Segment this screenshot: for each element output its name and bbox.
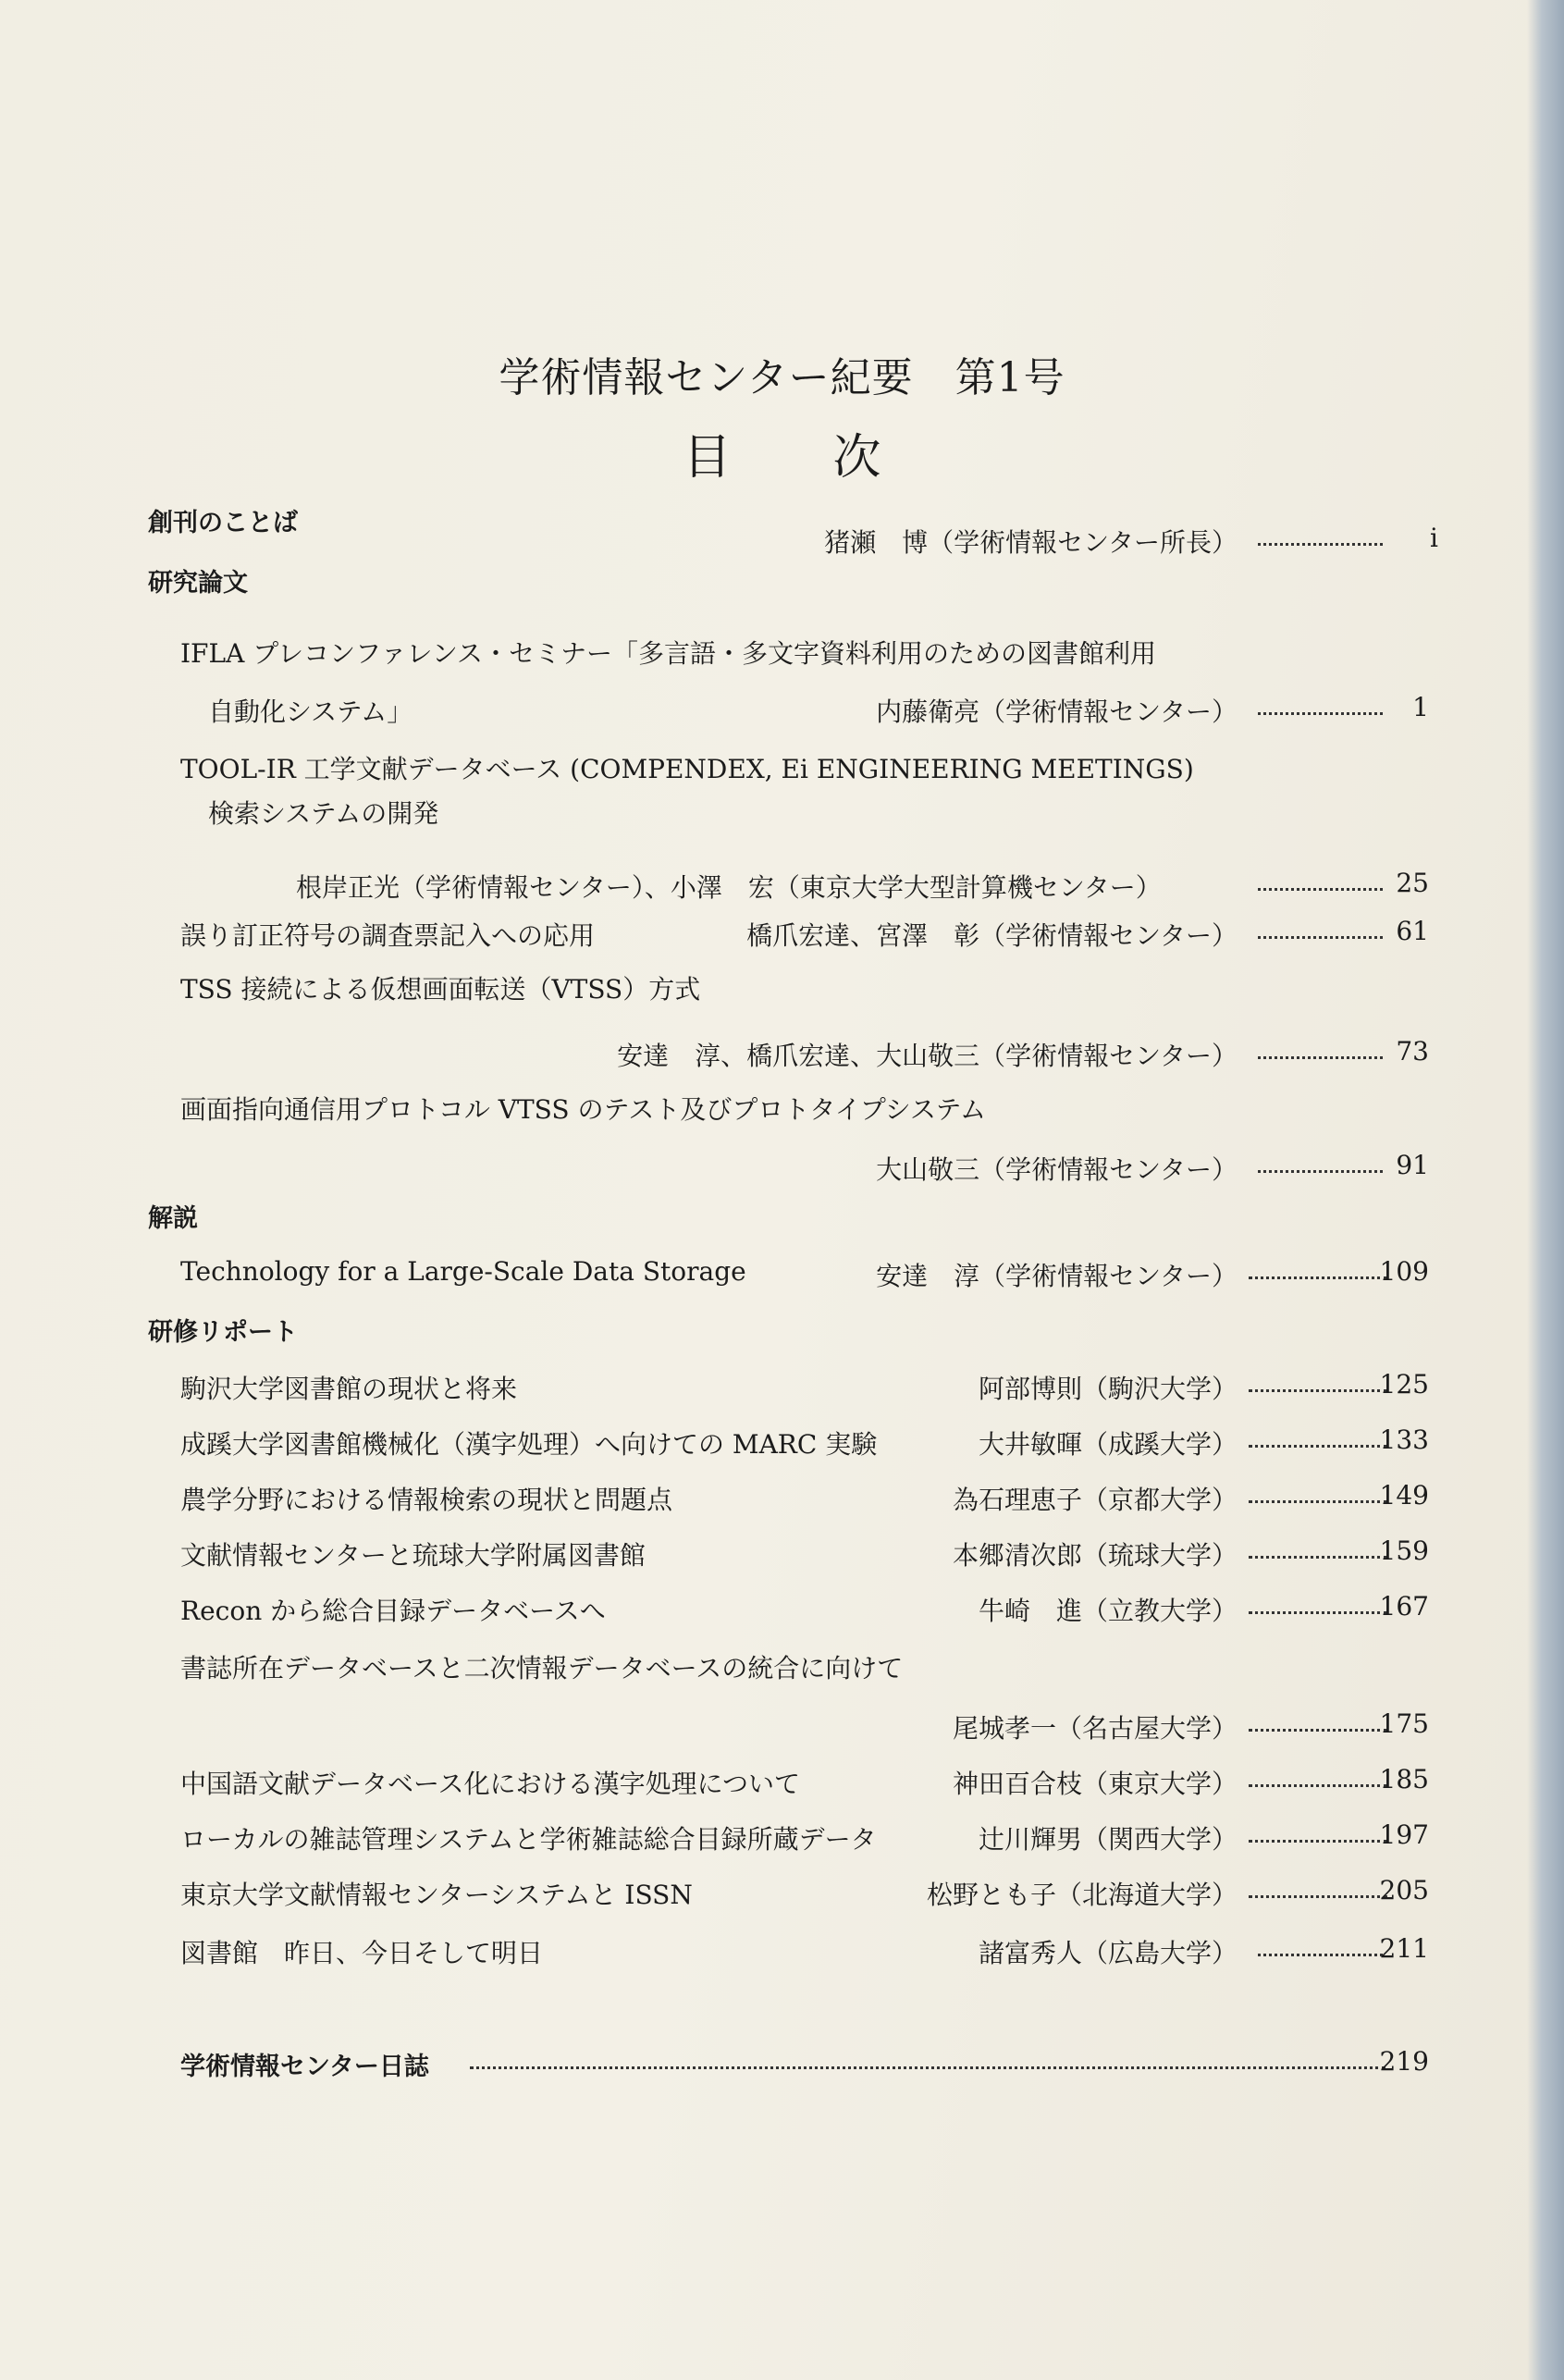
dot-leader bbox=[1249, 1445, 1387, 1448]
toc-entry-4[interactable] bbox=[0, 916, 1564, 953]
entry-page: 149 bbox=[1379, 1480, 1429, 1511]
dot-leader bbox=[1249, 1895, 1387, 1898]
entry-author: 猪瀬 博（学術情報センター所長） bbox=[824, 527, 1238, 558]
toc-entry-2[interactable] bbox=[0, 692, 1564, 729]
heading-char-1: 目 bbox=[683, 430, 732, 486]
entry-page: 91 bbox=[1396, 1150, 1429, 1180]
section-commentary: 解説 bbox=[148, 1204, 198, 1233]
entry-title: ローカルの雑誌管理システムと学術雑誌総合目録所蔵データ bbox=[180, 1824, 877, 1855]
entry-title: Recon から総合目録データベースへ bbox=[180, 1596, 606, 1626]
toc-entry-6-title[interactable] bbox=[0, 1090, 1564, 1127]
entry-author: 内藤衛亮（学術情報センター） bbox=[876, 697, 1238, 727]
dot-leader bbox=[1258, 1170, 1383, 1173]
toc-entry-5-title[interactable] bbox=[0, 969, 1564, 1006]
toc-entry-12[interactable] bbox=[0, 1591, 1564, 1628]
entry-page: 61 bbox=[1396, 916, 1429, 946]
entry-page: 167 bbox=[1379, 1591, 1429, 1622]
entry-page: 175 bbox=[1379, 1708, 1429, 1739]
entry-author: 尾城孝一（名古屋大学） bbox=[952, 1713, 1238, 1744]
dot-leader bbox=[1258, 712, 1383, 715]
toc-entry-14[interactable] bbox=[0, 1764, 1564, 1801]
entry-author: 松野とも子（北海道大学） bbox=[926, 1880, 1238, 1910]
entry-author: 為石理恵子（京都大学） bbox=[952, 1485, 1238, 1515]
entry-title: Technology for a Large-Scale Data Storage bbox=[180, 1256, 746, 1287]
entry-author: 安達 淳（学術情報センター） bbox=[876, 1261, 1238, 1291]
entry-author: 安達 淳、橋爪宏達、大山敬三（学術情報センター） bbox=[617, 1041, 1238, 1071]
dot-leader bbox=[1258, 936, 1383, 939]
toc-entry-13[interactable] bbox=[0, 1708, 1564, 1745]
toc-entry-3-title[interactable] bbox=[0, 749, 1564, 786]
entry-author: 牛崎 進（立教大学） bbox=[978, 1596, 1238, 1626]
dot-leader bbox=[1249, 1556, 1387, 1559]
toc-entry-17[interactable] bbox=[0, 1933, 1564, 1970]
toc-entry-7[interactable] bbox=[0, 1256, 1564, 1293]
dot-leader bbox=[1258, 543, 1383, 546]
toc-entry-15[interactable] bbox=[0, 1819, 1564, 1856]
dot-leader bbox=[470, 2066, 1385, 2069]
dot-leader bbox=[1249, 1500, 1387, 1503]
toc-entry-18[interactable] bbox=[0, 2046, 1564, 2083]
entry-title-cont: 検索システムの開発 bbox=[208, 798, 439, 829]
dot-leader bbox=[1258, 1056, 1383, 1059]
entry-title: 図書館 昨日、今日そして明日 bbox=[180, 1938, 544, 1968]
entry-title: 文献情報センターと琉球大学附属図書館 bbox=[180, 1540, 646, 1571]
toc-entry-1[interactable] bbox=[0, 523, 1564, 560]
dot-leader bbox=[1258, 888, 1383, 891]
entry-title: 農学分野における情報検索の現状と問題点 bbox=[180, 1485, 673, 1515]
entry-author: 阿部博則（駒沢大学） bbox=[978, 1374, 1238, 1404]
entry-title: TOOL-IR 工学文献データベース (COMPENDEX, Ei ENGINEERING MEETINGS) bbox=[180, 754, 1194, 784]
toc-entry-10[interactable] bbox=[0, 1480, 1564, 1517]
entry-page: 185 bbox=[1379, 1764, 1429, 1794]
entry-page: 205 bbox=[1379, 1875, 1429, 1905]
entry-page: 25 bbox=[1396, 868, 1429, 898]
entry-title: 書誌所在データベースと二次情報データベースの統合に向けて bbox=[180, 1653, 904, 1683]
dot-leader bbox=[1249, 1276, 1387, 1279]
entry-page: 109 bbox=[1379, 1256, 1429, 1287]
entry-author: 諸富秀人（広島大学） bbox=[978, 1938, 1238, 1968]
entry-title: 学術情報センター日誌 bbox=[180, 2053, 429, 2081]
entry-title: 誤り訂正符号の調査票記入への応用 bbox=[180, 920, 596, 951]
entry-page: 125 bbox=[1379, 1369, 1429, 1400]
entry-author: 大山敬三（学術情報センター） bbox=[876, 1154, 1238, 1185]
entry-page: 219 bbox=[1379, 2046, 1429, 2077]
dot-leader bbox=[1249, 1611, 1387, 1614]
toc-entry-6[interactable] bbox=[0, 1150, 1564, 1187]
entry-title: IFLA プレコンファレンス・セミナー「多言語・多文字資料利用のための図書館利用 bbox=[180, 638, 1156, 669]
contents-heading bbox=[0, 418, 1564, 487]
dot-leader bbox=[1258, 1954, 1383, 1956]
dot-leader bbox=[1249, 1840, 1387, 1843]
entry-title: 東京大学文献情報センターシステムと ISSN bbox=[180, 1880, 693, 1910]
dot-leader bbox=[1249, 1784, 1387, 1787]
toc-entry-11[interactable] bbox=[0, 1535, 1564, 1572]
entry-author: 根岸正光（学術情報センター）、小澤 宏（東京大学大型計算機センター） bbox=[296, 872, 1162, 903]
toc-entry-8[interactable] bbox=[0, 1369, 1564, 1406]
entry-author: 神田百合枝（東京大学） bbox=[952, 1769, 1238, 1799]
bulletin-title: 学術情報センター紀要 第1号 bbox=[499, 354, 1065, 401]
toc-entry-13-title[interactable] bbox=[0, 1648, 1564, 1685]
entry-title: 画面指向通信用プロトコル VTSS のテスト及びプロトタイプシステム bbox=[180, 1094, 987, 1125]
section-preface: 創刊のことば bbox=[148, 509, 298, 537]
entry-page: 133 bbox=[1379, 1424, 1429, 1455]
entry-author: 橋爪宏達、宮澤 彰（学術情報センター） bbox=[746, 920, 1238, 951]
entry-title: TSS 接続による仮想画面転送（VTSS）方式 bbox=[180, 974, 701, 1005]
toc-entry-3[interactable] bbox=[0, 868, 1564, 905]
entry-page: 211 bbox=[1379, 1933, 1429, 1964]
toc-entry-16[interactable] bbox=[0, 1875, 1564, 1912]
entry-author: 本郷清次郎（琉球大学） bbox=[952, 1540, 1238, 1571]
entry-page: 159 bbox=[1379, 1535, 1429, 1566]
dot-leader bbox=[1249, 1389, 1387, 1392]
toc-entry-2-title[interactable] bbox=[0, 634, 1564, 671]
dot-leader bbox=[1249, 1729, 1387, 1732]
entry-page: 1 bbox=[1412, 692, 1429, 722]
toc-entry-9[interactable] bbox=[0, 1424, 1564, 1461]
entry-page: 73 bbox=[1396, 1036, 1429, 1067]
entry-title: 成蹊大学図書館機械化（漢字処理）へ向けての MARC 実験 bbox=[180, 1429, 878, 1460]
entry-author: 辻川輝男（関西大学） bbox=[978, 1824, 1238, 1855]
entry-title-cont: 自動化システム」 bbox=[208, 697, 413, 727]
entry-page: 197 bbox=[1379, 1819, 1429, 1850]
toc-entry-5[interactable] bbox=[0, 1036, 1564, 1073]
section-papers: 研究論文 bbox=[148, 569, 248, 598]
entry-page: i bbox=[1430, 523, 1438, 553]
entry-author: 大井敏暉（成蹊大学） bbox=[978, 1429, 1238, 1460]
section-reports: 研修リポート bbox=[148, 1318, 298, 1347]
entry-title: 中国語文献データベース化における漢字処理について bbox=[180, 1769, 801, 1799]
entry-title: 駒沢大学図書館の現状と将来 bbox=[180, 1374, 518, 1404]
toc-entry-3-title-cont[interactable] bbox=[0, 794, 1564, 831]
heading-char-2: 次 bbox=[832, 430, 881, 486]
